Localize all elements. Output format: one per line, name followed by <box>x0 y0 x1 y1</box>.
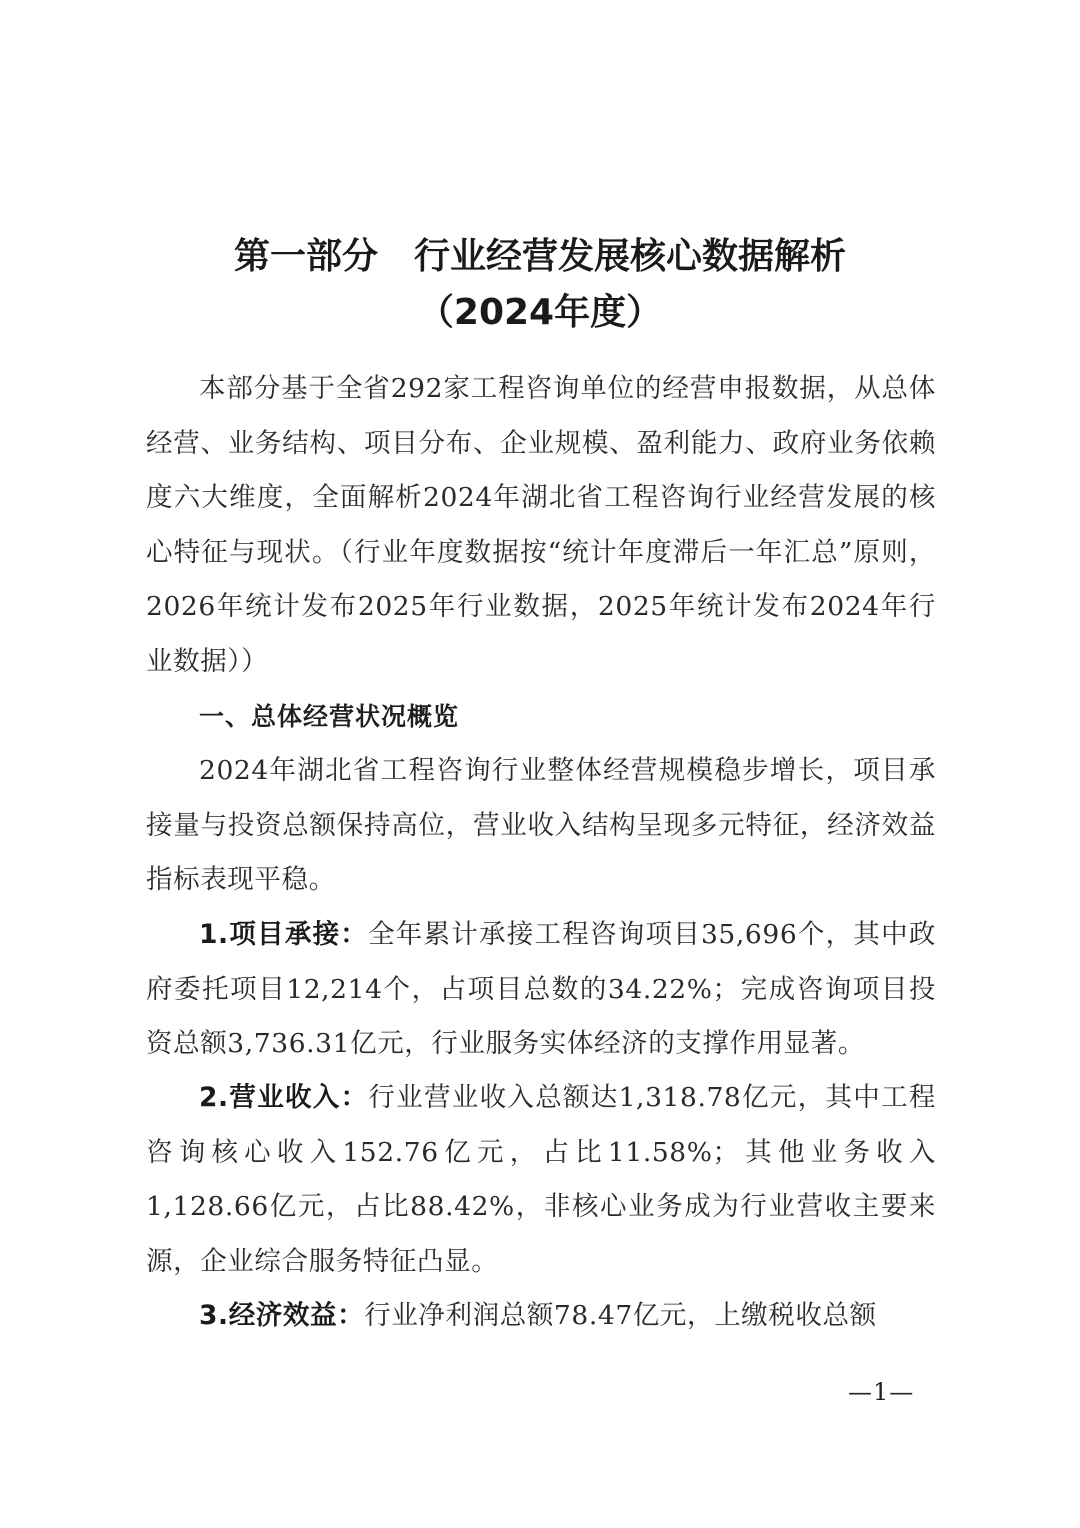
operating-revenue-paragraph <box>146 1071 936 1289</box>
page-number: —1— <box>848 1378 915 1406</box>
project-undertaking-paragraph <box>146 908 936 1072</box>
economic-benefit-text: 行业净利润总额78.47亿元，上缴税收总额 <box>364 1300 877 1331</box>
operating-revenue-text: 行业营业收入总额达1,318.78亿元，其中工程咨询核心收入152.76亿元，占比11.58%；其他业务收入1,128.66亿元，占比88.42%，非核心业务成为行业营收主要来源，企业综合服务特征凸显。 <box>146 1082 936 1277</box>
section-heading: 一、总体经营状况概览 <box>199 702 460 731</box>
document-subtitle-year: （2024年度） <box>417 292 663 333</box>
economic-benefit-label: 3.经济效益： <box>199 1300 365 1331</box>
project-undertaking-label: 1.项目承接： <box>199 919 369 950</box>
operating-revenue-label: 2.营业收入： <box>199 1082 369 1113</box>
project-undertaking-text: 全年累计承接工程咨询项目35,696个，其中政府委托项目12,214个，占项目总数的34.22%；完成咨询项目投资总额3,736.31亿元，行业服务实体经济的支撑作用显著。 <box>146 919 936 1059</box>
section-summary-paragraph: 2024年湖北省工程咨询行业整体经营规模稳步增长，项目承接量与投资总额保持高位，营业收入结构呈现多元特征，经济效益指标表现平稳。 <box>146 755 936 895</box>
intro-paragraph: 本部分基于全省292家工程咨询单位的经营申报数据，从总体经营、业务结构、项目分布、企业规模、盈利能力、政府业务依赖度六大维度，全面解析2024年湖北省工程咨询行业经营发展的核心特征与现状。（行业年度数据按“统计年度滞后一年汇总”原则，2026年统计发布2025年行业数据，2025年统计发布2024年行业数据）） <box>146 373 936 677</box>
document-title: 第一部分 行业经营发展核心数据解析 <box>233 236 846 277</box>
economic-benefit-paragraph <box>146 1289 936 1345</box>
